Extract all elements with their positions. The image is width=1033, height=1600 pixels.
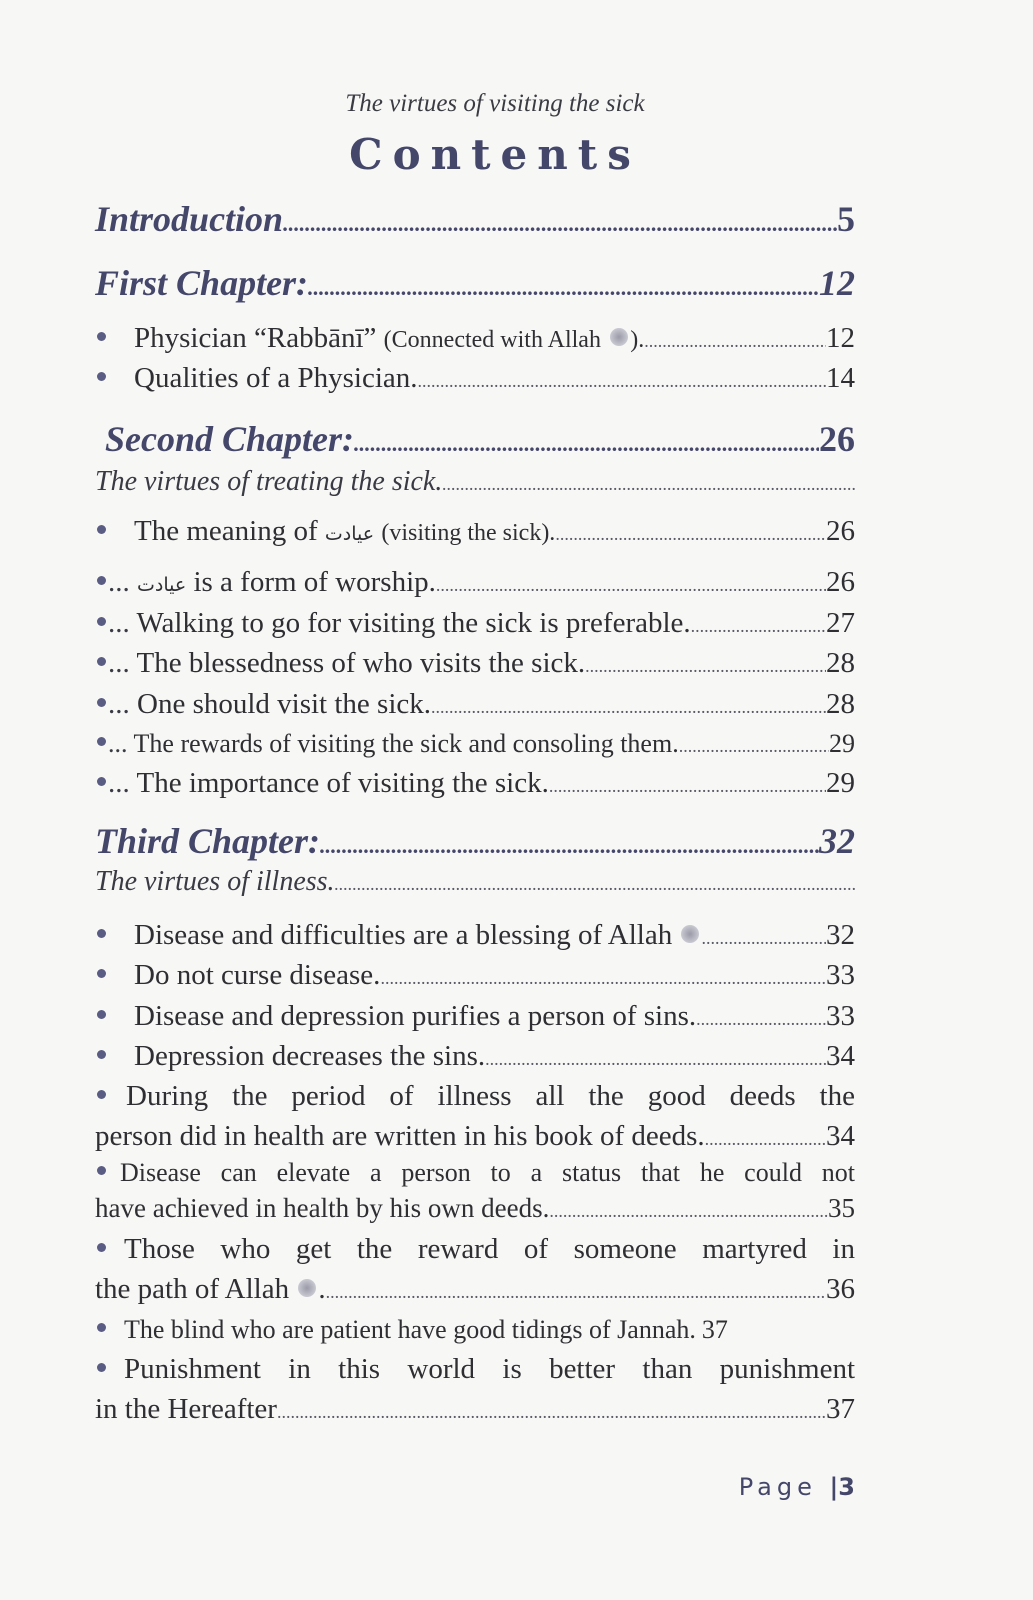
page-title: Contents [349,130,641,179]
bullet-icon [97,657,106,666]
page-number: 5 [837,199,855,239]
page-separator: | [829,1473,839,1501]
toc-item[interactable]: Disease and difficulties are a blessing of Allah ..... 32 [95,919,855,952]
dot-leader [442,474,855,495]
toc-item[interactable] [95,362,855,395]
page-number: 27 [826,607,855,639]
toc-item-line1[interactable]: Disease can elevate a person to a status that he could not [95,1158,855,1188]
page-number: 26 [819,419,855,459]
toc-item[interactable]: ... The rewards of visiting the sick and consoling them. ..... 29 [95,729,855,759]
page-number: 34 [826,1120,855,1152]
page-number: 28 [826,688,855,720]
allah-calligraphy-icon [298,1279,316,1297]
page-number-footer: 3 [838,1473,855,1501]
toc-item-line1[interactable]: Punishment in this world is better than punishment [95,1353,855,1386]
dot-leader [431,697,826,718]
toc-label: Third Chapter: [95,821,321,861]
bullet-icon [97,969,106,978]
toc-item-text: Physician “Rabbānī” [134,322,377,354]
toc-chapter-3[interactable] [95,820,855,862]
toc-item-note: (Connected with Allah [383,327,601,353]
dot-leader [701,928,826,949]
toc-item[interactable]: Do not curse disease. ..... 33 [95,959,855,992]
dot-leader [696,1009,826,1030]
dot-leader [585,656,826,677]
page-number: 37 [826,1393,855,1425]
page-number: 33 [826,959,855,991]
toc-item[interactable]: ... عيادت is a form of worship. ..... 26 [95,566,855,599]
page-number: 33 [826,1000,855,1032]
toc-item-text: Qualities of a Physician. [134,362,418,394]
bullet-icon [97,698,106,707]
bullet-icon [97,1243,106,1252]
dot-leader [705,1129,826,1150]
dot-leader [335,874,855,895]
toc-label: First Chapter: [95,263,309,303]
page-number: 32 [826,919,855,951]
bullet-icon [97,1323,106,1332]
toc-introduction[interactable] [95,198,855,240]
page-number: 12 [819,263,855,303]
page-number: 14 [826,362,855,394]
toc-item-line2[interactable]: have achieved in health by his own deeds. ..... 35 [95,1193,855,1224]
bullet-icon [97,737,106,746]
allah-calligraphy-icon [610,328,628,346]
dot-leader [354,431,819,457]
toc-label: Introduction [95,199,284,239]
page-label: Page [738,1473,817,1501]
dot-leader [436,575,826,596]
page-number: 12 [826,322,855,354]
page-number: 29 [826,767,855,799]
page-number: 35 [828,1193,855,1223]
dot-leader [308,275,819,301]
toc-item-line1[interactable]: During the period of illness all the good deeds the [95,1080,855,1113]
page-footer [739,1473,855,1501]
toc-chapter-2[interactable] [105,418,855,460]
page-number: 29 [829,729,855,758]
page-number: 26 [826,566,855,598]
running-head: The virtues of visiting the sick [345,90,645,117]
toc-item-line1[interactable]: Those who get the reward of someone martyred in [95,1233,855,1266]
page-number: 36 [826,1273,855,1305]
bullet-icon [97,617,106,626]
bullet-icon [97,372,106,381]
toc-label: Second Chapter: [105,419,355,459]
dot-leader [485,1049,826,1070]
arabic-term: عيادت [137,574,187,596]
dot-leader [277,1402,826,1423]
toc-item[interactable]: ... The blessedness of who visits the sick. ..... 28 [95,647,855,680]
dot-leader [644,331,826,352]
dot-leader [326,1282,826,1303]
toc-item[interactable]: Physician “Rabbānī” (Connected with Allah ). ..... 12 [95,322,855,355]
bullet-icon [97,1050,106,1059]
dot-leader [549,776,826,797]
toc-item[interactable]: The meaning of عيادت (visiting the sick). ..... 26 [95,515,855,548]
page-number: 28 [826,647,855,679]
toc-item[interactable]: Disease and depression purifies a person of sins. ..... 33 [95,1000,855,1033]
dot-leader [418,371,826,392]
bullet-icon [97,1166,106,1175]
dot-leader [320,833,819,859]
allah-calligraphy-icon [681,925,699,943]
toc-item[interactable]: The blind who are patient have good tidings of Jannah. 37 [95,1315,855,1345]
bullet-icon [97,1363,106,1372]
toc-chapter-1[interactable] [95,262,855,304]
bullet-icon [97,777,106,786]
bullet-icon [97,1090,106,1099]
arabic-term: عيادت [324,523,375,545]
page-number: 26 [826,515,855,547]
bullet-icon [97,929,106,938]
toc-item[interactable]: ... One should visit the sick. ..... 28 [95,688,855,721]
toc-item-line2[interactable]: the path of Allah . ..... 36 [95,1273,855,1306]
toc-item[interactable]: Depression decreases the sins. ..... 34 [95,1040,855,1073]
page-number: 34 [826,1040,855,1072]
toc-item-line2[interactable]: in the Hereafter ..... 37 [95,1393,855,1426]
dot-leader [549,1201,828,1222]
toc-chapter-2-subtitle: The virtues of treating the sick. ..... [95,466,855,498]
toc-item[interactable]: ... Walking to go for visiting the sick is preferable. ..... 27 [95,607,855,640]
toc-item-line2[interactable]: person did in health are written in his book of deeds. ..... 34 [95,1120,855,1153]
bullet-icon [97,1010,106,1019]
dot-leader [679,736,829,757]
bullet-icon [97,332,106,341]
bullet-icon [97,525,106,534]
dot-leader [555,524,826,545]
dot-leader [380,968,826,989]
bullet-icon [97,576,106,585]
page-number: 37 [701,1315,728,1344]
toc-item[interactable]: ... The importance of visiting the sick. ..... 29 [95,767,855,800]
page-number: 32 [819,821,855,861]
dot-leader [283,211,837,237]
dot-leader [691,616,826,637]
toc-chapter-3-subtitle: The virtues of illness. ..... [95,866,855,898]
